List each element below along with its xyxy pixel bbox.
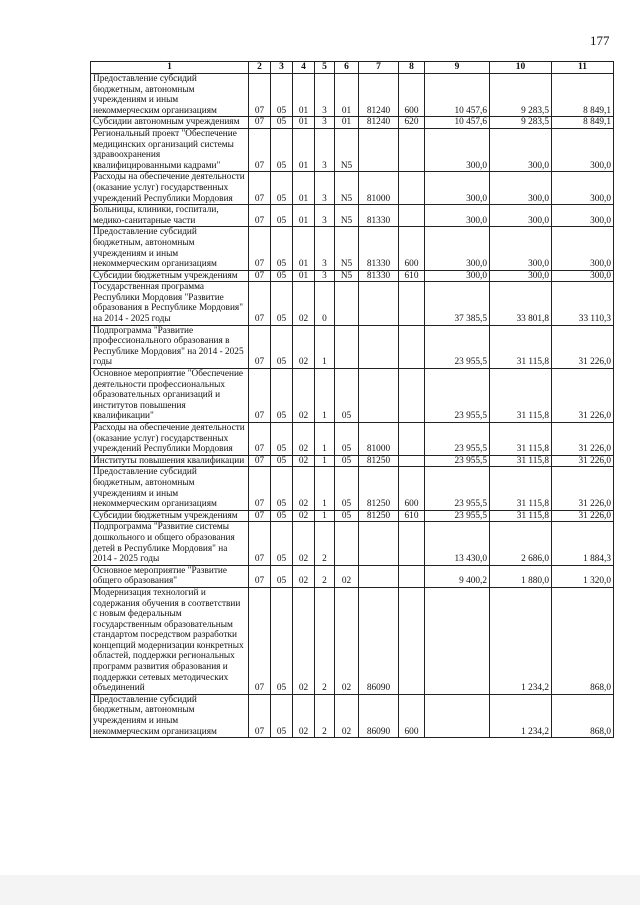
code-program: 02 (293, 455, 315, 467)
amount-year-2: 31 115,8 (490, 467, 552, 510)
table-row (91, 282, 614, 325)
amount-year-3: 868,0 (552, 587, 614, 694)
code-expense-type (399, 369, 425, 423)
code-subprogram: 3 (315, 128, 335, 171)
amount-year-1: 300,0 (425, 205, 490, 227)
code-program: 01 (293, 74, 315, 117)
table-row (91, 128, 614, 171)
table-row (91, 325, 614, 368)
code-subprogram: 3 (315, 205, 335, 227)
amount-year-3: 868,0 (552, 694, 614, 737)
code-program: 02 (293, 282, 315, 325)
table-row (91, 467, 614, 510)
code-section: 07 (249, 423, 271, 456)
code-section: 07 (249, 128, 271, 171)
code-program: 02 (293, 587, 315, 694)
column-header: 7 (359, 62, 399, 74)
code-direction: 81250 (359, 455, 399, 467)
code-measure: 05 (335, 369, 359, 423)
code-measure (335, 325, 359, 368)
table-row (91, 227, 614, 270)
amount-year-1: 13 430,0 (425, 522, 490, 565)
code-subsection: 05 (271, 74, 293, 117)
column-header: 5 (315, 62, 335, 74)
amount-year-2: 1 880,0 (490, 565, 552, 587)
code-direction (359, 522, 399, 565)
code-direction: 81000 (359, 172, 399, 205)
table-row (91, 74, 614, 117)
column-header: 6 (335, 62, 359, 74)
amount-year-1: 10 457,6 (425, 74, 490, 117)
amount-year-2: 9 283,5 (490, 74, 552, 117)
code-measure: N5 (335, 270, 359, 282)
code-expense-type (399, 205, 425, 227)
column-header: 4 (293, 62, 315, 74)
amount-year-1: 23 955,5 (425, 423, 490, 456)
code-expense-type: 600 (399, 694, 425, 737)
code-direction (359, 369, 399, 423)
amount-year-2: 33 801,8 (490, 282, 552, 325)
amount-year-3: 31 226,0 (552, 455, 614, 467)
code-program: 01 (293, 128, 315, 171)
code-section: 07 (249, 205, 271, 227)
amount-year-2: 9 283,5 (490, 117, 552, 129)
table-row (91, 270, 614, 282)
code-expense-type: 600 (399, 467, 425, 510)
code-program: 01 (293, 205, 315, 227)
amount-year-2: 1 234,2 (490, 587, 552, 694)
code-subprogram: 1 (315, 325, 335, 368)
code-measure: 01 (335, 74, 359, 117)
row-name: Расходы на обеспечение деятельности (оказание услуг) государственных учреждений Республики Мордовия (91, 423, 249, 456)
code-subprogram: 1 (315, 369, 335, 423)
code-section: 07 (249, 522, 271, 565)
amount-year-2: 300,0 (490, 205, 552, 227)
code-expense-type: 620 (399, 117, 425, 129)
code-program: 01 (293, 172, 315, 205)
code-expense-type (399, 455, 425, 467)
code-program: 02 (293, 467, 315, 510)
code-subprogram: 1 (315, 467, 335, 510)
code-subsection: 05 (271, 205, 293, 227)
budget-table (90, 61, 614, 738)
code-expense-type (399, 282, 425, 325)
row-name: Предоставление субсидий бюджетным, автономным учреждениям и иным некоммерческим организациям (91, 74, 249, 117)
amount-year-1: 23 955,5 (425, 369, 490, 423)
row-name: Субсидии автономным учреждениям (91, 117, 249, 129)
table-row (91, 423, 614, 456)
row-name: Институты повышения квалификации (91, 455, 249, 467)
column-header: 8 (399, 62, 425, 74)
amount-year-2: 300,0 (490, 128, 552, 171)
amount-year-1: 300,0 (425, 128, 490, 171)
header-row (91, 62, 614, 74)
code-measure: N5 (335, 128, 359, 171)
amount-year-3: 300,0 (552, 205, 614, 227)
amount-year-2: 31 115,8 (490, 455, 552, 467)
amount-year-3: 31 226,0 (552, 510, 614, 522)
amount-year-2: 1 234,2 (490, 694, 552, 737)
code-measure: 02 (335, 587, 359, 694)
code-subprogram: 1 (315, 455, 335, 467)
row-name: Предоставление субсидий бюджетным, автономным учреждениям и иным некоммерческим организациям (91, 227, 249, 270)
row-name: Региональный проект "Обеспечение медицинских организаций системы здравоохранения квалифицированными кадрами" (91, 128, 249, 171)
code-direction (359, 565, 399, 587)
row-name: Основное мероприятие "Обеспечение деятельности профессиональных образовательных организаций и институтов повышения квалификации" (91, 369, 249, 423)
code-section: 07 (249, 587, 271, 694)
row-name: Подпрограмма "Развитие профессионального образования в Республике Мордовия" на 2014 - 2025 годы (91, 325, 249, 368)
column-header: 11 (552, 62, 614, 74)
code-section: 07 (249, 565, 271, 587)
code-subprogram: 3 (315, 74, 335, 117)
column-header: 10 (490, 62, 552, 74)
amount-year-3: 300,0 (552, 128, 614, 171)
row-name: Предоставление субсидий бюджетным, автономным учреждениям и иным некоммерческим организациям (91, 467, 249, 510)
amount-year-3: 31 226,0 (552, 423, 614, 456)
code-subsection: 05 (271, 522, 293, 565)
code-subprogram: 3 (315, 117, 335, 129)
amount-year-2: 300,0 (490, 172, 552, 205)
code-expense-type (399, 522, 425, 565)
code-program: 02 (293, 694, 315, 737)
amount-year-1: 300,0 (425, 172, 490, 205)
code-measure: N5 (335, 227, 359, 270)
code-expense-type: 600 (399, 74, 425, 117)
code-program: 02 (293, 522, 315, 565)
code-subprogram: 2 (315, 587, 335, 694)
amount-year-3: 300,0 (552, 227, 614, 270)
code-section: 07 (249, 694, 271, 737)
amount-year-1: 37 385,5 (425, 282, 490, 325)
row-name: Субсидии бюджетным учреждениям (91, 510, 249, 522)
code-direction: 86090 (359, 587, 399, 694)
amount-year-1: 300,0 (425, 227, 490, 270)
code-measure: N5 (335, 205, 359, 227)
table-row (91, 117, 614, 129)
code-subsection: 05 (271, 565, 293, 587)
amount-year-1 (425, 587, 490, 694)
amount-year-3: 8 849,1 (552, 74, 614, 117)
column-header: 1 (91, 62, 249, 74)
code-expense-type (399, 587, 425, 694)
table-row (91, 369, 614, 423)
code-direction: 81000 (359, 423, 399, 456)
code-program: 01 (293, 270, 315, 282)
scan-edge (0, 875, 640, 905)
row-name: Модернизация технологий и содержания обучения в соответствии с новым федеральным государственным образовательным стандартом посредством разработки концепций модернизации конкретных областей, поддержки региональных программ развития образования и поддержки сетевых методических объединений (91, 587, 249, 694)
table-row (91, 694, 614, 737)
code-section: 07 (249, 74, 271, 117)
code-direction: 81330 (359, 205, 399, 227)
code-expense-type: 600 (399, 227, 425, 270)
amount-year-2: 2 686,0 (490, 522, 552, 565)
amount-year-3: 300,0 (552, 172, 614, 205)
code-section: 07 (249, 455, 271, 467)
code-subsection: 05 (271, 455, 293, 467)
amount-year-1: 23 955,5 (425, 467, 490, 510)
code-expense-type (399, 325, 425, 368)
code-subsection: 05 (271, 467, 293, 510)
code-measure: 05 (335, 467, 359, 510)
code-program: 01 (293, 227, 315, 270)
code-measure: 05 (335, 455, 359, 467)
amount-year-3: 300,0 (552, 270, 614, 282)
code-expense-type (399, 172, 425, 205)
code-subprogram: 3 (315, 270, 335, 282)
code-measure (335, 282, 359, 325)
code-subsection: 05 (271, 172, 293, 205)
code-subprogram: 0 (315, 282, 335, 325)
code-direction: 86090 (359, 694, 399, 737)
code-program: 02 (293, 510, 315, 522)
column-header: 3 (271, 62, 293, 74)
table-row (91, 205, 614, 227)
amount-year-2: 31 115,8 (490, 423, 552, 456)
amount-year-3: 33 110,3 (552, 282, 614, 325)
code-subsection: 05 (271, 587, 293, 694)
code-direction (359, 282, 399, 325)
code-expense-type (399, 565, 425, 587)
code-direction: 81240 (359, 117, 399, 129)
row-name: Подпрограмма "Развитие системы дошкольного и общего образования детей в Республике Мордовия" на 2014 - 2025 годы (91, 522, 249, 565)
code-direction: 81330 (359, 227, 399, 270)
amount-year-1: 23 955,5 (425, 510, 490, 522)
code-measure: 05 (335, 423, 359, 456)
amount-year-1: 9 400,2 (425, 565, 490, 587)
row-name: Государственная программа Республики Мордовия "Развитие образования в Республике Мордовия" на 2014 - 2025 годы (91, 282, 249, 325)
code-section: 07 (249, 325, 271, 368)
amount-year-2: 300,0 (490, 227, 552, 270)
column-header: 9 (425, 62, 490, 74)
amount-year-3: 1 320,0 (552, 565, 614, 587)
code-direction: 81250 (359, 467, 399, 510)
code-section: 07 (249, 282, 271, 325)
amount-year-1 (425, 694, 490, 737)
code-section: 07 (249, 227, 271, 270)
code-section: 07 (249, 172, 271, 205)
amount-year-2: 31 115,8 (490, 510, 552, 522)
code-subsection: 05 (271, 282, 293, 325)
code-expense-type (399, 423, 425, 456)
amount-year-1: 23 955,5 (425, 325, 490, 368)
code-measure: N5 (335, 172, 359, 205)
code-program: 02 (293, 325, 315, 368)
amount-year-2: 31 115,8 (490, 369, 552, 423)
code-subsection: 05 (271, 270, 293, 282)
code-direction: 81240 (359, 74, 399, 117)
amount-year-1: 23 955,5 (425, 455, 490, 467)
table-row (91, 172, 614, 205)
code-subsection: 05 (271, 369, 293, 423)
code-section: 07 (249, 369, 271, 423)
code-subprogram: 2 (315, 522, 335, 565)
code-expense-type: 610 (399, 270, 425, 282)
code-subsection: 05 (271, 510, 293, 522)
code-subsection: 05 (271, 694, 293, 737)
code-direction (359, 128, 399, 171)
code-section: 07 (249, 117, 271, 129)
code-program: 01 (293, 117, 315, 129)
code-section: 07 (249, 270, 271, 282)
amount-year-3: 8 849,1 (552, 117, 614, 129)
code-subprogram: 1 (315, 510, 335, 522)
code-subprogram: 2 (315, 694, 335, 737)
code-direction (359, 325, 399, 368)
row-name: Предоставление субсидий бюджетным, автономным учреждениям и иным некоммерческим организациям (91, 694, 249, 737)
table-row (91, 522, 614, 565)
code-subprogram: 3 (315, 172, 335, 205)
code-subsection: 05 (271, 423, 293, 456)
code-subsection: 05 (271, 128, 293, 171)
table-row (91, 510, 614, 522)
amount-year-3: 31 226,0 (552, 325, 614, 368)
code-measure: 02 (335, 694, 359, 737)
table-row (91, 587, 614, 694)
amount-year-2: 300,0 (490, 270, 552, 282)
code-subprogram: 1 (315, 423, 335, 456)
table-row (91, 565, 614, 587)
amount-year-3: 31 226,0 (552, 467, 614, 510)
code-subsection: 05 (271, 227, 293, 270)
code-measure: 05 (335, 510, 359, 522)
amount-year-3: 1 884,3 (552, 522, 614, 565)
amount-year-1: 300,0 (425, 270, 490, 282)
amount-year-1: 10 457,6 (425, 117, 490, 129)
page-number: 177 (590, 33, 610, 48)
code-section: 07 (249, 510, 271, 522)
column-header: 2 (249, 62, 271, 74)
amount-year-2: 31 115,8 (490, 325, 552, 368)
code-direction: 81250 (359, 510, 399, 522)
code-subprogram: 3 (315, 227, 335, 270)
row-name: Основное мероприятие "Развитие общего образования" (91, 565, 249, 587)
code-program: 02 (293, 565, 315, 587)
code-measure: 01 (335, 117, 359, 129)
code-program: 02 (293, 369, 315, 423)
row-name: Расходы на обеспечение деятельности (оказание услуг) государственных учреждений Республики Мордовия (91, 172, 249, 205)
row-name: Субсидии бюджетным учреждениям (91, 270, 249, 282)
code-measure: 02 (335, 565, 359, 587)
code-subsection: 05 (271, 117, 293, 129)
amount-year-3: 31 226,0 (552, 369, 614, 423)
row-name: Больницы, клиники, госпитали, медико-санитарные части (91, 205, 249, 227)
code-direction: 81330 (359, 270, 399, 282)
table-row (91, 455, 614, 467)
code-section: 07 (249, 467, 271, 510)
code-subsection: 05 (271, 325, 293, 368)
code-subprogram: 2 (315, 565, 335, 587)
code-program: 02 (293, 423, 315, 456)
code-expense-type (399, 128, 425, 171)
code-expense-type: 610 (399, 510, 425, 522)
code-measure (335, 522, 359, 565)
